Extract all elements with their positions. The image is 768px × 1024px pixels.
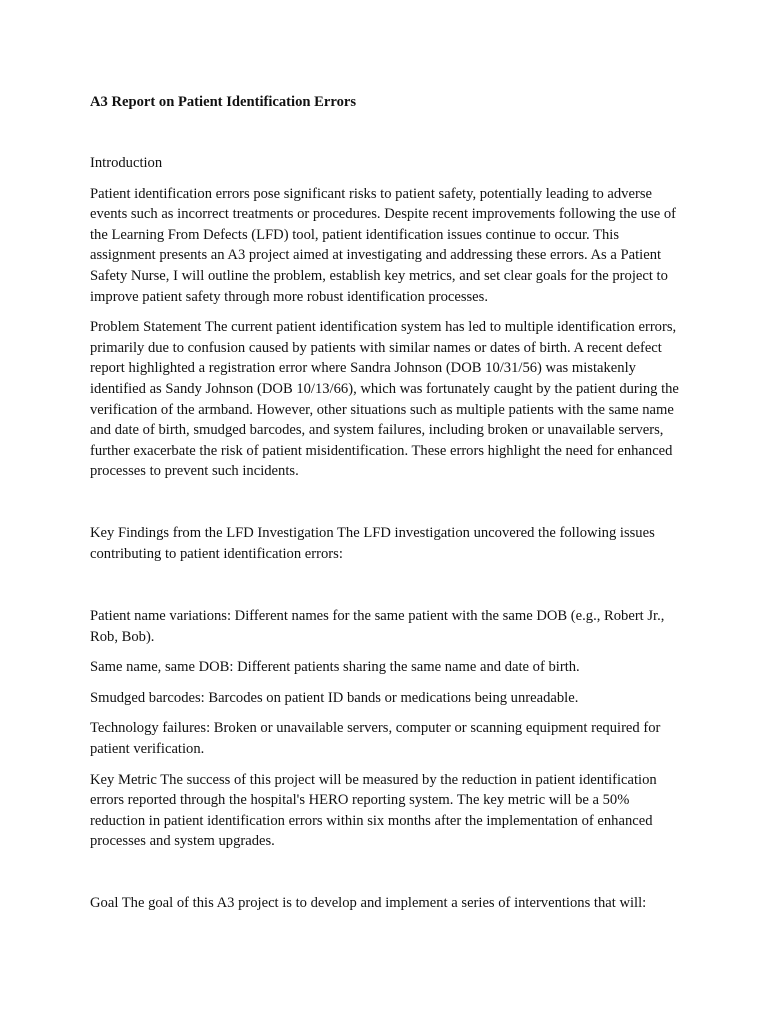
paragraph-key-findings: Key Findings from the LFD Investigation The LFD investigation uncovered the following issues contributing to patient identification errors: [90,524,655,562]
finding-same-name-dob: Same name, same DOB: Different patients sharing the same name and date of birth. [90,659,580,676]
paragraph-key-metric: Key Metric The success of this project will be measured by the reduction in patient identification errors reported through the hospital's HERO reporting system. The key metric will be a 50% reduction in patient identification errors within six months after the implementation of enhanced processes and system upgrades. [90,771,657,850]
paragraph-problem-statement: Problem Statement The current patient identification system has led to multiple identification errors, primarily due to confusion caused by patients with similar names or dates of birth. A recent defect report highlighted a registration error where Sandra Johnson (DOB 10/31/56) was mistakenly identified as Sandy Johnson (DOB 10/13/66), which was fortunately caught by the patient during the verification of the armband. However, other situations such as multiple patients with the same name and date of birth, smudged barcodes, and system failures, including broken or unavailable servers, further exacerbate the risk of patient misidentification. These errors highlight the need for enhanced processes to prevent such incidents. [90,319,679,480]
document-page [90,92,682,924]
section-heading-introduction: Introduction [90,155,163,171]
document-title: A3 Report on Patient Identification Errors [90,94,357,110]
finding-smudged-barcodes: Smudged barcodes: Barcodes on patient ID bands or medications being unreadable. [90,689,579,706]
finding-name-variations: Patient name variations: Different names for the same patient with the same DOB (e.g., Robert Jr., Rob, Bob). [90,608,665,645]
paragraph-goal: Goal The goal of this A3 project is to develop and implement a series of interventions that will: [90,895,647,912]
paragraph-introduction: Patient identification errors pose significant risks to patient safety, potentially leading to adverse events such as incorrect treatments or procedures. Despite recent improvements following the use of the Learning From Defects (LFD) tool, patient identification issues continue to occur. This assignment presents an A3 project aimed at investigating and addressing these errors. As a Patient Safety Nurse, I will outline the problem, establish key metrics, and set clear goals for the project to improve patient safety through more robust identification processes. [90,185,676,305]
finding-technology-failures: Technology failures: Broken or unavailable servers, computer or scanning equipment required for patient verification. [90,720,661,758]
